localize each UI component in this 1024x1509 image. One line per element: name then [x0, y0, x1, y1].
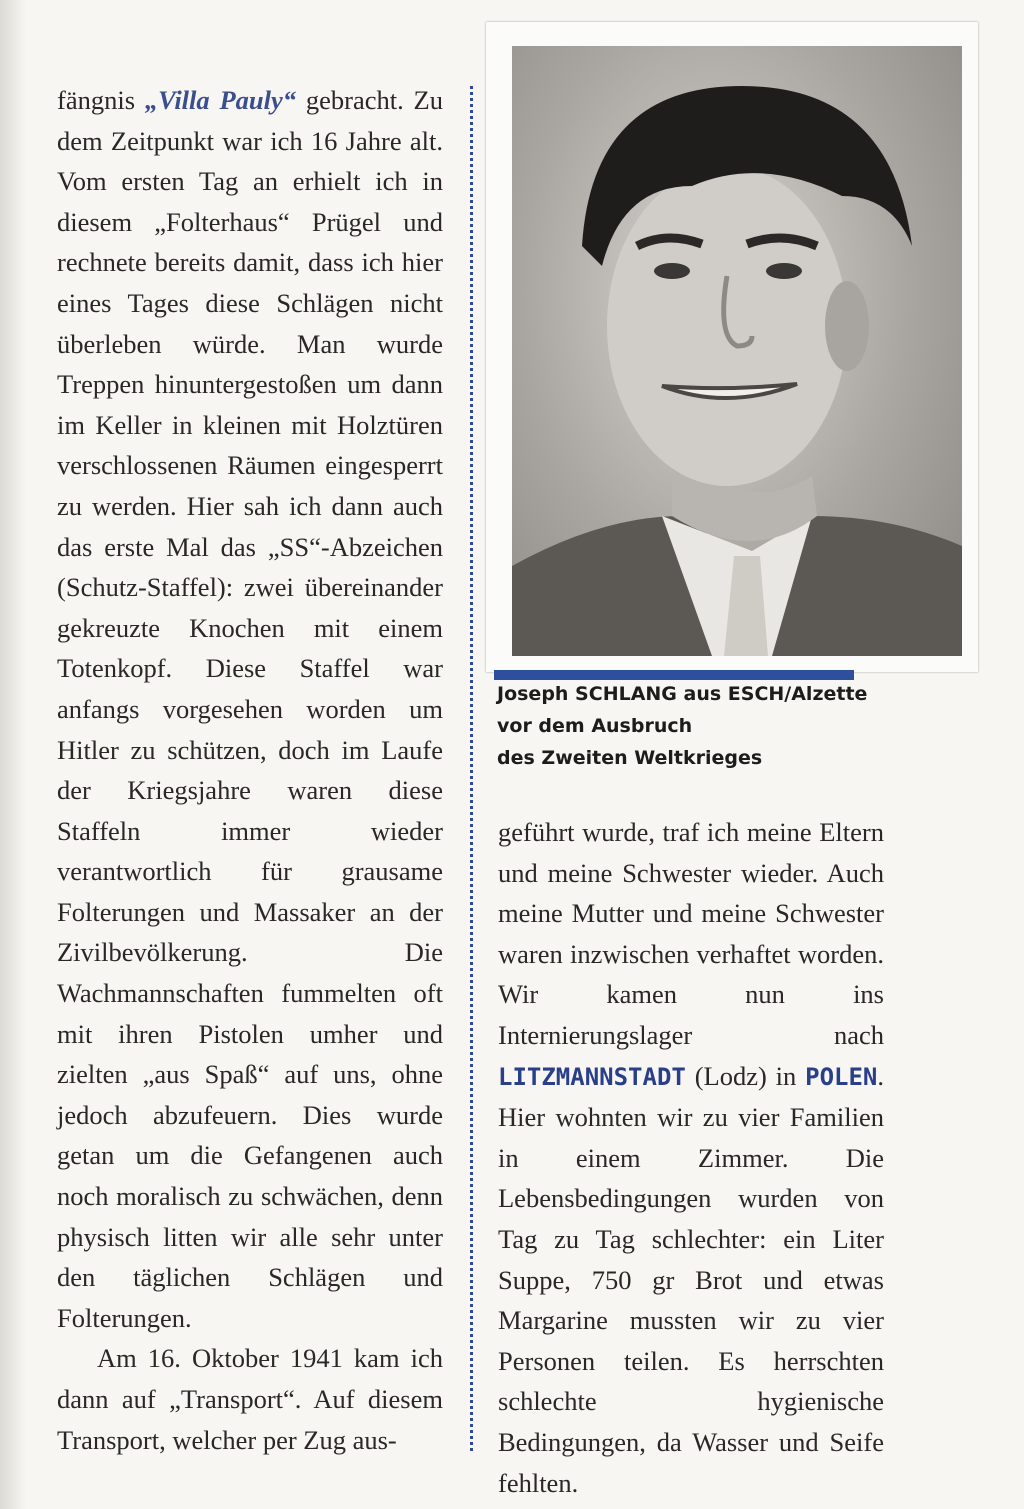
portrait-illustration [512, 46, 962, 656]
place-name-litzmannstadt: LITZMANNSTADT [498, 1062, 686, 1091]
villa-pauly-highlight: „Villa Pauly“ [144, 85, 297, 115]
column-divider [470, 86, 473, 1451]
caption-line: Joseph SCHLANG aus ESCH/Alzette [497, 683, 868, 705]
place-name-polen: POLEN [805, 1062, 878, 1091]
page-gutter-shadow [0, 0, 26, 1509]
portrait-photo [512, 46, 962, 656]
caption-line: des Zweiten Weltkrieges [497, 747, 763, 769]
photo-caption [497, 678, 897, 774]
left-text-column [57, 80, 443, 1460]
right-text-column [498, 812, 884, 1503]
caption-line: vor dem Ausbruch [497, 715, 693, 737]
paragraph-litzmannstadt: geführt wurde, traf ich meine Eltern und meine Schwester wieder. Auch meine Mutter und meine Schwester waren inzwischen verhaftet worden. Wir kamen nun ins Internierungslager nach LITZMANNSTADT (Lodz) in POLEN. Hier wohnten wir zu vier Familien in einem Zimmer. Die Lebensbedingungen wurden von Tag zu Tag schlechter: ein Liter Suppe, 750 gr Brot und etwas Margarine mussten wir zu vier Personen teilen. Es herrschten schlechte hygienische Bedingungen, da Wasser und Seife fehlten. [498, 817, 884, 1498]
paragraph-villa-pauly: fängnis „Villa Pauly“ gebracht. Zu dem Zeitpunkt war ich 16 Jahre alt. Vom ersten Tag an erhielt ich in diesem „Folterhaus“ Prügel und rechnete bereits damit, dass ich hier eines Tages diese Schlägen nicht überleben würde. Man wurde Treppen hinuntergestoßen um dann im Keller in kleinen mit Holztüren verschlossenen Räumen eingesperrt zu werden. Hier sah ich dann auch das erste Mal das „SS“-Abzeichen (Schutz-Staffel): zwei übereinander gekreuzte Knochen mit einem Totenkopf. Diese Staffel war anfangs vorgesehen worden um Hitler zu schützen, doch im Laufe der Kriegsjahre waren diese Staffeln immer wieder verantwortlich für grausame Folterungen und Massaker an der Zivilbevölkerung. Die Wachmannschaften fummelten oft mit ihren Pistolen umher und zielten „aus Spaß“ auf uns, ohne jedoch abzufeuern. Dies wurde getan um die Gefangenen auch noch moralisch zu schwächen, denn physisch litten wir alle sehr unter den täglichen Schlägen und Folterungen. [57, 85, 443, 1333]
paragraph-transport: Am 16. Oktober 1941 kam ich dann auf „Transport“. Auf diesem Transport, welcher per Zug aus- [57, 1343, 443, 1455]
